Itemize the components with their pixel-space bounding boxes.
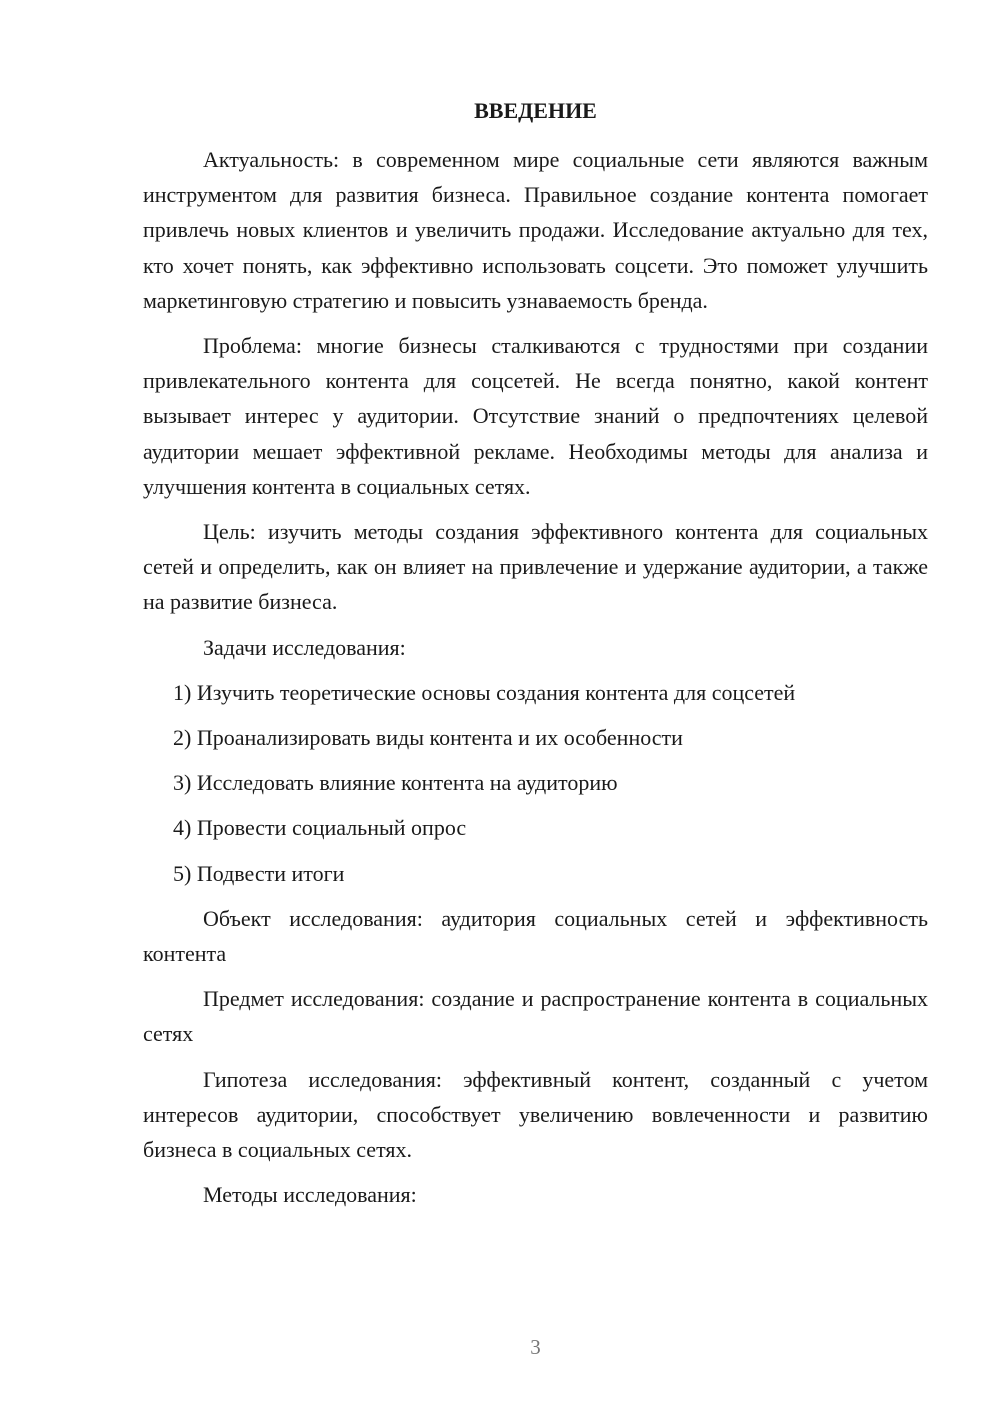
paragraph-object: Объект исследования: аудитория социальных сетей и эффективность контента bbox=[143, 905, 928, 967]
page-title: ВВЕДЕНИЕ bbox=[474, 98, 597, 123]
document-page bbox=[143, 0, 928, 1414]
tasks-title: Задачи исследования: bbox=[203, 634, 406, 660]
list-item: 1) Изучить теоретические основы создания контента для соцсетей bbox=[173, 679, 796, 705]
list-item: 3) Исследовать влияние контента на аудиторию bbox=[173, 770, 618, 796]
page-number: 3 bbox=[530, 1335, 541, 1359]
paragraph-problem: Проблема: многие бизнесы сталкиваются с трудностями при создании привлекательного контента для соцсетей. Не всегда понятно, какой контент вызывает интерес у аудитории. Отсутствие знаний о предпочтениях целевой аудитории мешает эффективной рекламе. Необходимы методы для анализа и улучшения контента в социальных сетях. bbox=[143, 333, 928, 499]
list-item: 4) Провести социальный опрос bbox=[173, 815, 467, 841]
document-body bbox=[143, 142, 928, 1222]
list-item: 5) Подвести итоги bbox=[173, 860, 345, 886]
paragraph-goal: Цель: изучить методы создания эффективного контента для социальных сетей и определить, как он влияет на привлечение и удержание аудитории, а также на развитие бизнеса. bbox=[143, 519, 928, 615]
methods-title: Методы исследования: bbox=[203, 1182, 417, 1208]
paragraph-hypothesis: Гипотеза исследования: эффективный контент, созданный с учетом интересов аудитории, способствует увеличению вовлеченности и развитию бизнеса в социальных сетях. bbox=[143, 1066, 928, 1163]
paragraph-subject: Предмет исследования: создание и распространение контента в социальных сетях bbox=[143, 986, 928, 1047]
paragraph-actuality: Актуальность: в современном мире социальные сети являются важным инструментом для развития бизнеса. Правильное создание контента помогает привлечь новых клиентов и увеличить продажи. Исследование актуально для тех, кто хочет понять, как эффективно использовать соцсети. Это поможет улучшить маркетинговую стратегию и повысить узнаваемость бренда. bbox=[143, 147, 928, 313]
list-item: 2) Проанализировать виды контента и их особенности bbox=[173, 725, 683, 751]
